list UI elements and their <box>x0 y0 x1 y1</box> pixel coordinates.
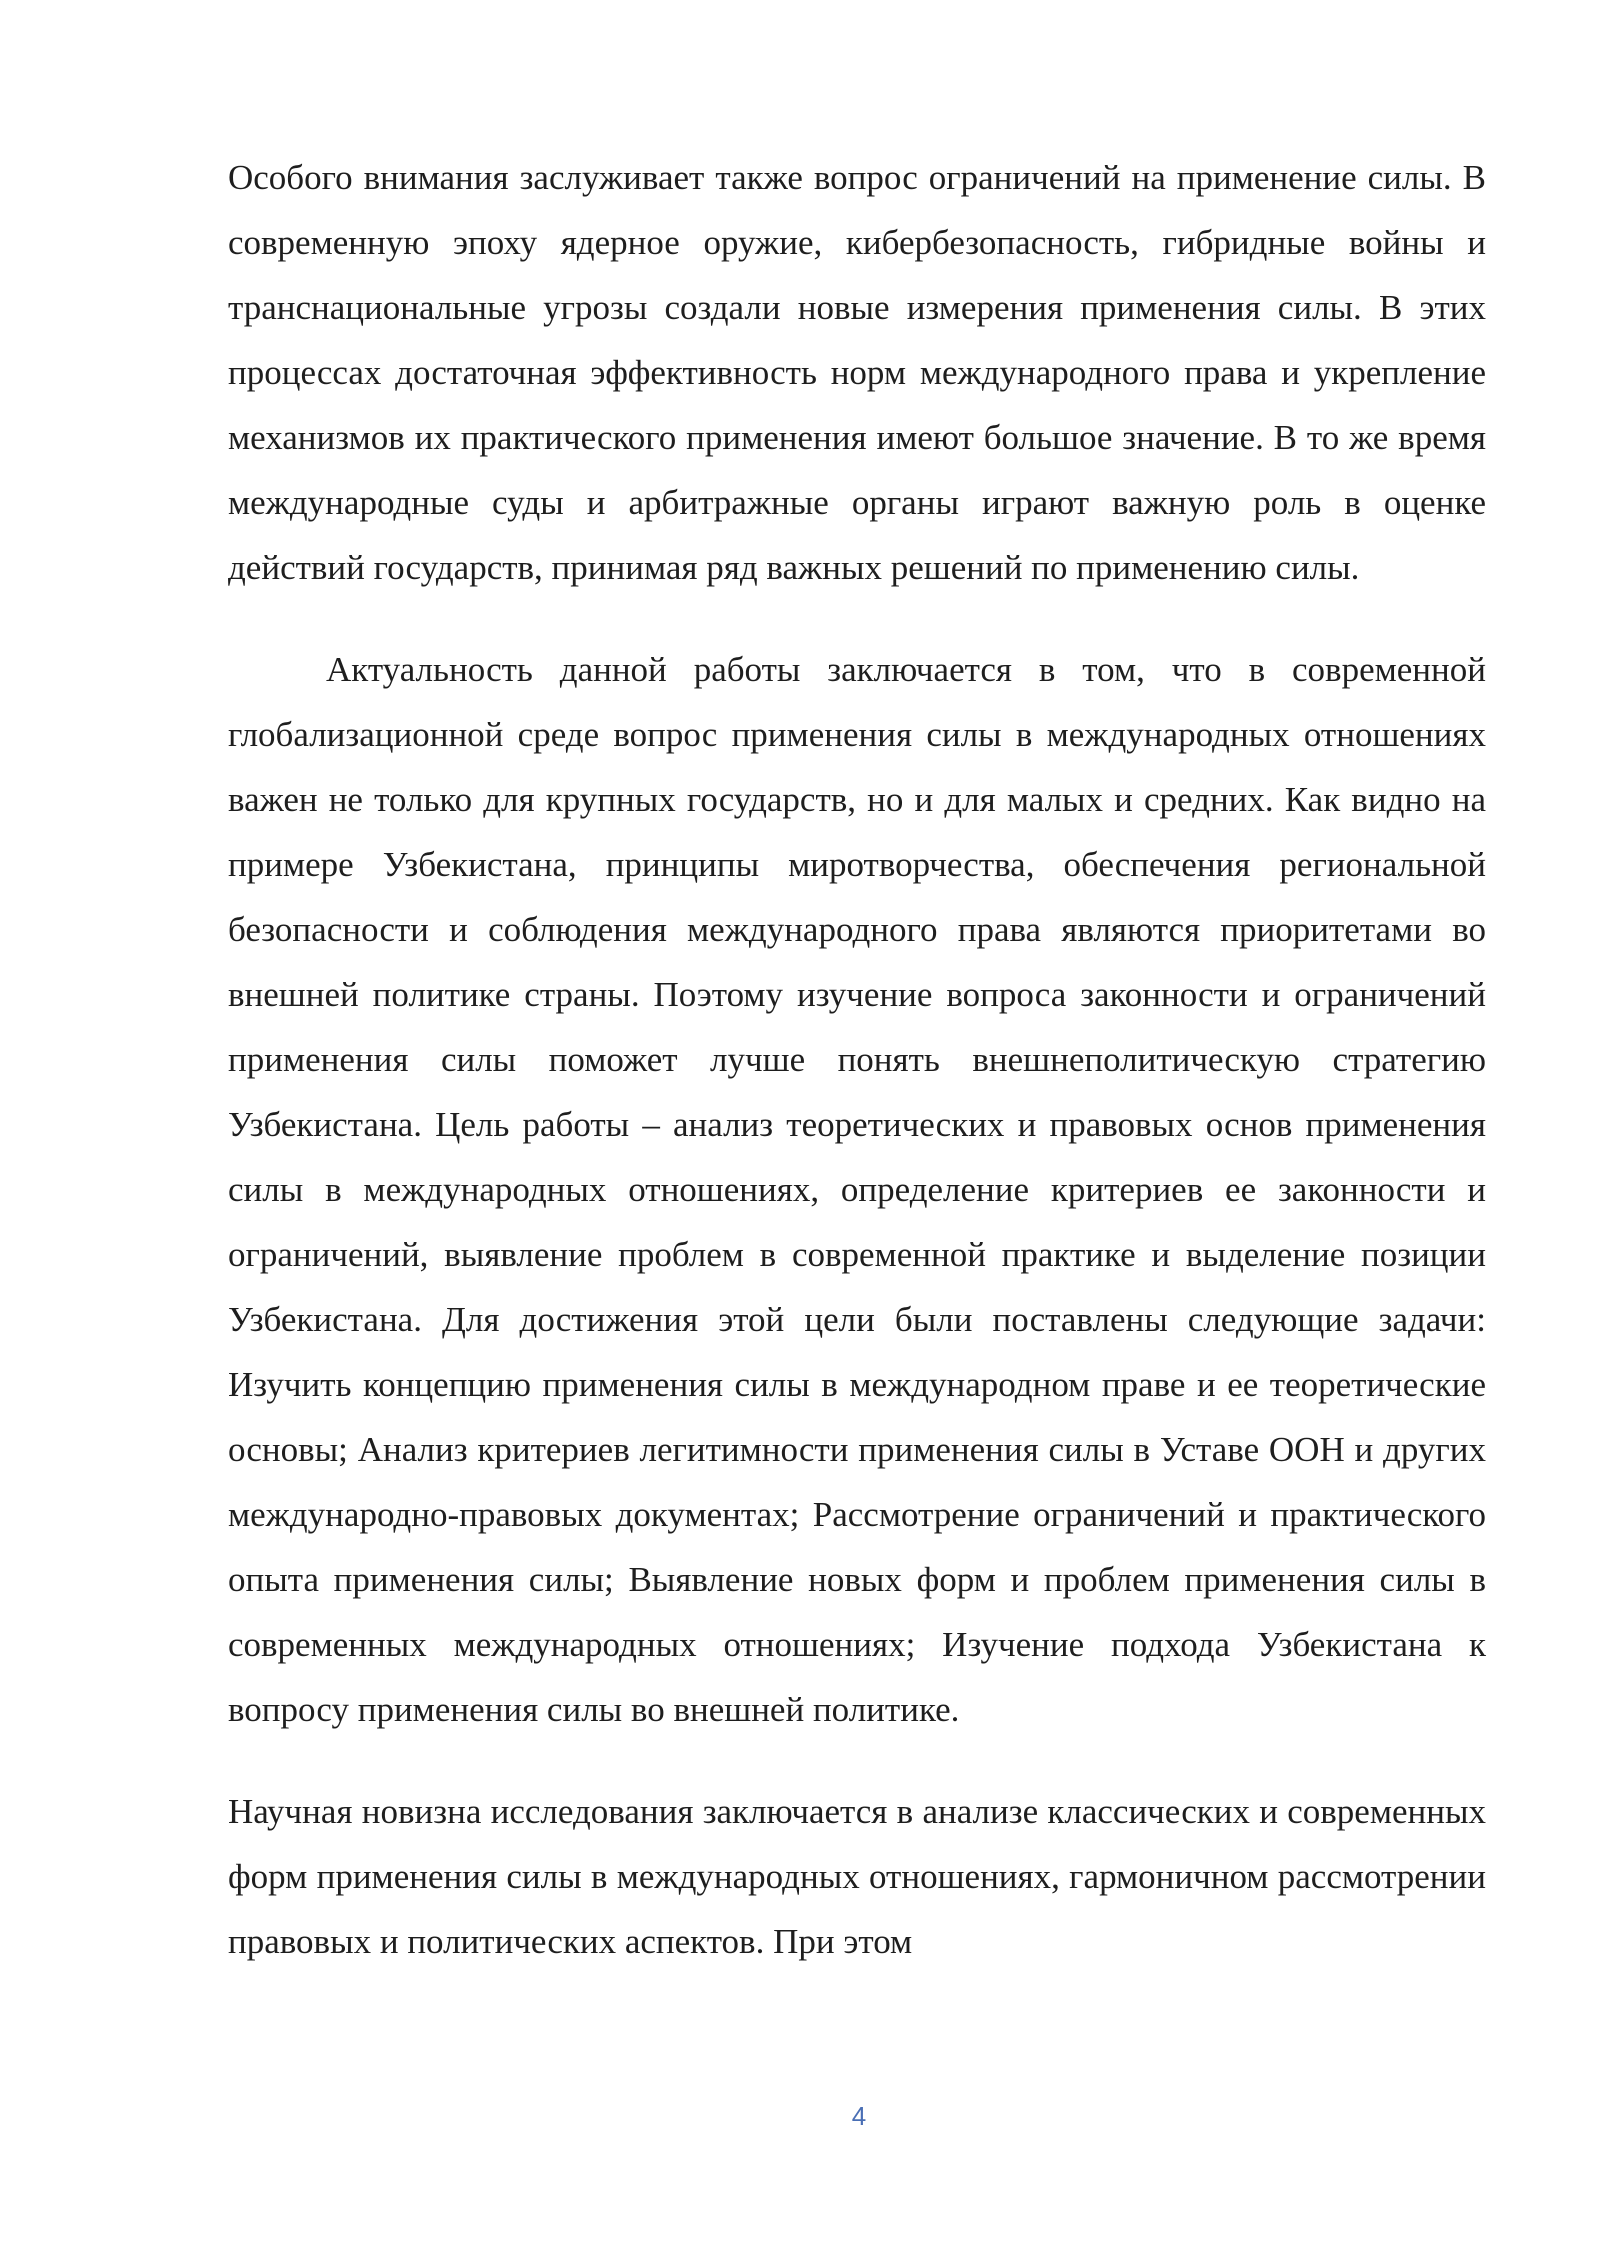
document-body <box>228 145 1486 1974</box>
paragraph-relevance-and-goals: Актуальность данной работы заключается в том, что в современной глобализационной среде вопрос применения силы в международных отношениях важен не только для крупных государств, но и для малых и средних. Как видно на примере Узбекистана, принципы миротворчества, обеспечения региональной безопасности и соблюдения международного права являются приоритетами во внешней политике страны. Поэтому изучение вопроса законности и ограничений применения силы поможет лучше понять внешнеполитическую стратегию Узбекистана. Цель работы – анализ теоретических и правовых основ применения силы в международных отношениях, определение критериев ее законности и ограничений, выявление проблем в современной практике и выделение позиции Узбекистана. Для достижения этой цели были поставлены следующие задачи: Изучить концепцию применения силы в международном праве и ее теоретические основы; Анализ критериев легитимности применения силы в Уставе ООН и других международно-правовых документах; Рассмотрение ограничений и практического опыта применения силы; Выявление новых форм и проблем применения силы в современных международных отношениях; Изучение подхода Узбекистана к вопросу применения силы во внешней политике. <box>228 650 1486 1729</box>
page-number: 4 <box>851 2101 867 2131</box>
paragraph-scientific-novelty: Научная новизна исследования заключается в анализе классических и современных форм применения силы в международных отношениях, гармоничном рассмотрении правовых и политических аспектов. При этом <box>228 1792 1486 1961</box>
paragraph-use-of-force-limits: Особого внимания заслуживает также вопрос ограничений на применение силы. В современную эпоху ядерное оружие, кибербезопасность, гибридные войны и транснациональные угрозы создали новые измерения применения силы. В этих процессах достаточная эффективность норм международного права и укрепление механизмов их практического применения имеют большое значение. В то же время международные суды и арбитражные органы играют важную роль в оценке действий государств, принимая ряд важных решений по применению силы. <box>228 158 1486 587</box>
